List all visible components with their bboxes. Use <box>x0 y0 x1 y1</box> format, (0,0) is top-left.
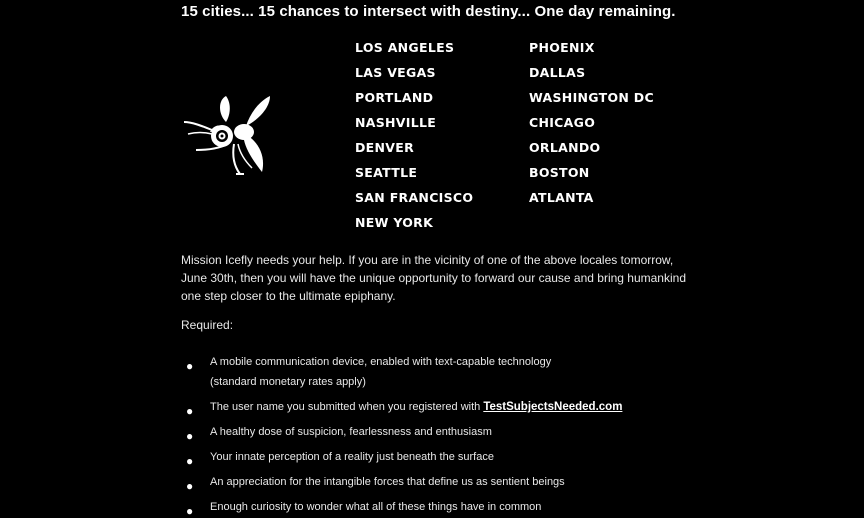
city-item: LAS VEGAS <box>355 65 436 80</box>
requirement-text: Enough curiosity to wonder what all of these things have in common <box>210 501 542 513</box>
city-item: SAN FRANCISCO <box>355 190 474 205</box>
city-item: CHICAGO <box>529 115 596 130</box>
city-item: ORLANDO <box>529 140 601 155</box>
requirement-text: A healthy dose of suspicion, fearlessness and enthusiasm <box>210 426 492 438</box>
list-item <box>181 472 622 492</box>
city-item: NEW YORK <box>355 215 434 230</box>
requirement-text: The user name you submitted when you registered with <box>210 401 484 413</box>
city-list-left <box>355 40 473 240</box>
requirement-subtext: (standard monetary rates apply) <box>210 376 366 388</box>
bullet-icon: ● <box>186 359 194 373</box>
city-list-right <box>529 40 654 215</box>
city-item: DENVER <box>355 140 415 155</box>
requirement-text: A mobile communication device, enabled with text-capable technology <box>210 356 552 368</box>
bullet-icon: ● <box>186 429 194 443</box>
city-item: WASHINGTON DC <box>529 90 654 105</box>
bullet-icon: ● <box>186 404 194 418</box>
city-item: SEATTLE <box>355 165 418 180</box>
list-item <box>181 397 622 417</box>
city-item: LOS ANGELES <box>355 40 455 55</box>
city-item: ATLANTA <box>529 190 594 205</box>
list-item <box>181 352 622 392</box>
requirements-list <box>181 352 622 518</box>
testsubjectsneeded-link[interactable]: TestSubjectsNeeded.com <box>483 401 623 413</box>
page-headline: 15 cities... 15 chances to intersect with destiny... One day remaining. <box>181 3 676 20</box>
city-item: PHOENIX <box>529 40 595 55</box>
intro-paragraph: Mission Icefly needs your help. If you are in the vicinity of one of the above locales tomorrow, June 30th, then you will have the unique opportunity to forward our cause and bring humankind one step closer to the ultimate epiphany. <box>181 253 686 303</box>
list-item <box>181 497 622 517</box>
bullet-icon: ● <box>186 504 194 518</box>
list-item <box>181 447 622 467</box>
list-item <box>181 422 622 442</box>
requirement-text: Your innate perception of a reality just beneath the surface <box>210 451 494 463</box>
city-item: PORTLAND <box>355 90 434 105</box>
city-item: NASHVILLE <box>355 115 437 130</box>
city-item: DALLAS <box>529 65 586 80</box>
bullet-icon: ● <box>186 454 194 468</box>
city-item: BOSTON <box>529 165 590 180</box>
required-label: Required: <box>181 318 234 332</box>
requirement-text: An appreciation for the intangible forces that define us as sentient beings <box>210 476 565 488</box>
wasp-icon <box>182 92 278 178</box>
bullet-icon: ● <box>186 479 194 493</box>
